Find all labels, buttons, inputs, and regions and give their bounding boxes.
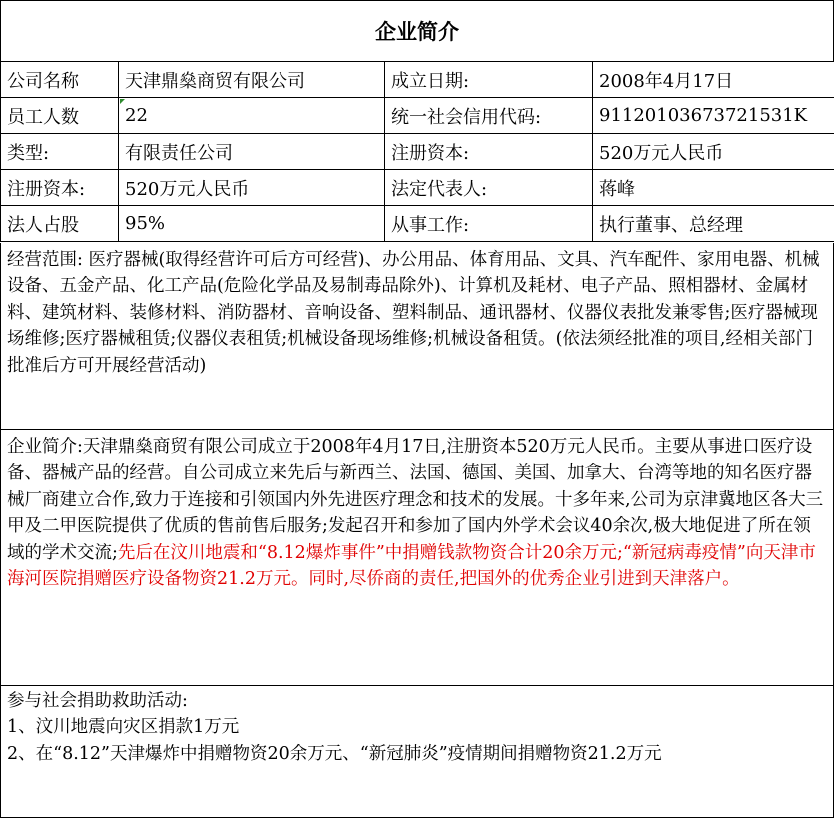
activities-heading: 参与社会捐助救助活动: <box>7 691 188 711</box>
field-label: 统一社会信用代码: <box>385 98 593 134</box>
field-label: 公司名称 <box>1 62 119 98</box>
info-row <box>1 98 834 134</box>
charity-activities-cell <box>0 686 834 818</box>
company-info-table <box>0 61 834 242</box>
info-row <box>1 62 834 98</box>
field-label: 注册资本: <box>1 170 119 206</box>
business-scope-cell: 经营范围: 医疗器械(取得经营许可后方可经营)、办公用品、体育用品、文具、汽车配件、家用电器、机械设备、五金产品、化工产品(危险化学品及易制毒品除外)、计算机及耗材、电子产品、照相器材、金属材料、建筑材料、装修材料、消防器材、音响设备、塑料制品、通讯器材、仪器仪表批发兼零售;医疗器械现场维修;医疗器械租赁;仪器仪表租赁;机械设备现场维修;机械设备租赁。(依法须经批准的项目,经相关部门批准后方可开展经营活动) <box>0 243 834 430</box>
info-row <box>1 134 834 170</box>
activity-item: 1、汶川地震向灾区捐款1万元 <box>7 717 240 738</box>
info-row <box>1 206 834 242</box>
field-value: 520万元人民币 <box>593 134 834 170</box>
field-label: 法人占股 <box>1 206 119 242</box>
field-value: 95% <box>119 206 385 242</box>
activity-item: 2、在“8.12”天津爆炸中捐赠物资20余万元、“新冠肺炎”疫情期间捐赠物资21.2万元 <box>7 743 662 764</box>
field-value: 天津鼎燊商贸有限公司 <box>119 62 385 98</box>
field-label: 类型: <box>1 134 119 170</box>
field-value: 91120103673721531K <box>593 98 834 134</box>
field-value: 22 <box>119 98 385 134</box>
field-label: 注册资本: <box>385 134 593 170</box>
field-value: 有限责任公司 <box>119 134 385 170</box>
page-title: 企业简介 <box>0 0 834 62</box>
field-value: 520万元人民币 <box>119 170 385 206</box>
cell-comment-marker <box>120 99 125 104</box>
field-label: 成立日期: <box>385 62 593 98</box>
field-value: 2008年4月17日 <box>593 62 834 98</box>
field-label: 从事工作: <box>385 206 593 242</box>
field-value: 蒋峰 <box>593 170 834 206</box>
intro-highlight-text: 先后在汶川地震和“8.12爆炸事件”中捐赠钱款物资合计20余万元;“新冠病毒疫情”向天津市海河医院捐赠医疗设备物资21.2万元。同时,尽侨商的责任,把国外的优秀企业引进到天津落户。 <box>7 542 816 590</box>
field-label: 员工人数 <box>1 98 119 134</box>
company-intro-cell <box>0 430 834 686</box>
field-label: 法定代表人: <box>385 170 593 206</box>
info-row <box>1 170 834 206</box>
intro-text: 企业简介:天津鼎燊商贸有限公司成立于2008年4月17日,注册资本520万元人民币。主要从事进口医疗设备、器械产品的经营。自公司成立来先后与新西兰、法国、德国、美国、加拿大、台湾等地的知名医疗器械厂商建立合作,致力于连接和引领国内外先进医疗理念和技术的发展。十多年来,公司为京津冀地区各大三甲及二甲医院提供了优质的售前售后服务;发起召开和参加了国内外学术会议40余次,极大地促进了所在领域的学术交流; <box>7 437 824 563</box>
field-value: 执行董事、总经理 <box>593 206 834 242</box>
